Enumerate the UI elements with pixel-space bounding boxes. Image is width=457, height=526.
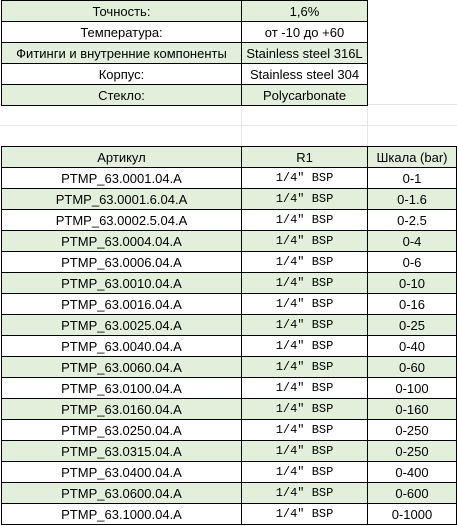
table-row (2, 420, 457, 441)
r1-cell[interactable]: 1/4" BSP (242, 168, 368, 189)
spec-row (2, 1, 368, 22)
table-row (2, 189, 457, 210)
table-row (2, 168, 457, 189)
article-cell[interactable]: PTMP_63.0040.04.A (2, 336, 242, 357)
spec-label-cell[interactable]: Стекло: (2, 85, 242, 106)
article-cell[interactable]: PTMP_63.0010.04.A (2, 273, 242, 294)
scale-cell[interactable]: 0-600 (368, 483, 457, 504)
table-row (2, 441, 457, 462)
scale-cell[interactable]: 0-10 (368, 273, 457, 294)
r1-cell[interactable]: 1/4" BSP (242, 273, 368, 294)
parts-body (2, 168, 457, 525)
spec-label-cell[interactable]: Точность: (2, 1, 242, 22)
scale-cell[interactable]: 0-250 (368, 441, 457, 462)
scale-cell[interactable]: 0-4 (368, 231, 457, 252)
spec-row (2, 85, 368, 106)
r1-cell[interactable]: 1/4" BSP (242, 462, 368, 483)
r1-cell[interactable]: 1/4" BSP (242, 189, 368, 210)
table-row (2, 504, 457, 525)
scale-cell[interactable]: 0-40 (368, 336, 457, 357)
scale-cell[interactable]: 0-6 (368, 252, 457, 273)
column-header-article[interactable]: Артикул (2, 147, 242, 168)
spec-row (2, 22, 368, 43)
article-cell[interactable]: PTMP_63.0250.04.A (2, 420, 242, 441)
r1-cell[interactable]: 1/4" BSP (242, 504, 368, 525)
scale-cell[interactable]: 0-2.5 (368, 210, 457, 231)
r1-cell[interactable]: 1/4" BSP (242, 294, 368, 315)
scale-cell[interactable]: 0-25 (368, 315, 457, 336)
spec-label-cell[interactable]: Фитинги и внутренние компоненты (2, 43, 242, 64)
scale-cell[interactable]: 0-250 (368, 420, 457, 441)
spec-value-cell[interactable]: Stainless steel 316L (242, 43, 368, 64)
spec-value-cell[interactable]: Stainless steel 304 (242, 64, 368, 85)
table-row (2, 462, 457, 483)
spec-table (1, 0, 368, 106)
scale-cell[interactable]: 0-1.6 (368, 189, 457, 210)
scale-cell[interactable]: 0-400 (368, 462, 457, 483)
r1-cell[interactable]: 1/4" BSP (242, 378, 368, 399)
spec-label-cell[interactable]: Температура: (2, 22, 242, 43)
gridline (0, 125, 457, 126)
article-cell[interactable]: PTMP_63.0025.04.A (2, 315, 242, 336)
article-cell[interactable]: PTMP_63.0016.04.A (2, 294, 242, 315)
table-row (2, 357, 457, 378)
table-row (2, 273, 457, 294)
scale-cell[interactable]: 0-160 (368, 399, 457, 420)
parts-header-row (2, 147, 457, 168)
scale-cell[interactable]: 0-60 (368, 357, 457, 378)
r1-cell[interactable]: 1/4" BSP (242, 231, 368, 252)
r1-cell[interactable]: 1/4" BSP (242, 336, 368, 357)
r1-cell[interactable]: 1/4" BSP (242, 315, 368, 336)
table-row (2, 210, 457, 231)
spec-value-cell[interactable]: от -10 до +60 (242, 22, 368, 43)
r1-cell[interactable]: 1/4" BSP (242, 399, 368, 420)
article-cell[interactable]: PTMP_63.0160.04.A (2, 399, 242, 420)
article-cell[interactable]: PTMP_63.0006.04.A (2, 252, 242, 273)
r1-cell[interactable]: 1/4" BSP (242, 210, 368, 231)
spec-value-cell[interactable]: 1,6% (242, 1, 368, 22)
article-cell[interactable]: PTMP_63.0001.04.A (2, 168, 242, 189)
column-header-scale[interactable]: Шкала (bar) (368, 147, 457, 168)
table-row (2, 231, 457, 252)
article-cell[interactable]: PTMP_63.0060.04.A (2, 357, 242, 378)
r1-cell[interactable]: 1/4" BSP (242, 483, 368, 504)
table-row (2, 294, 457, 315)
article-cell[interactable]: PTMP_63.0600.04.A (2, 483, 242, 504)
table-row (2, 483, 457, 504)
article-cell[interactable]: PTMP_63.0315.04.A (2, 441, 242, 462)
scale-cell[interactable]: 0-1000 (368, 504, 457, 525)
article-cell[interactable]: PTMP_63.0002.5.04.A (2, 210, 242, 231)
spec-value-cell[interactable]: Polycarbonate (242, 85, 368, 106)
r1-cell[interactable]: 1/4" BSP (242, 420, 368, 441)
table-row (2, 315, 457, 336)
article-cell[interactable]: PTMP_63.0001.6.04.A (2, 189, 242, 210)
scale-cell[interactable]: 0-16 (368, 294, 457, 315)
scale-cell[interactable]: 0-1 (368, 168, 457, 189)
spec-row (2, 43, 368, 64)
table-row (2, 378, 457, 399)
article-cell[interactable]: PTMP_63.1000.04.A (2, 504, 242, 525)
table-row (2, 399, 457, 420)
article-cell[interactable]: PTMP_63.0100.04.A (2, 378, 242, 399)
table-row (2, 336, 457, 357)
r1-cell[interactable]: 1/4" BSP (242, 252, 368, 273)
r1-cell[interactable]: 1/4" BSP (242, 441, 368, 462)
spec-row (2, 64, 368, 85)
table-row (2, 252, 457, 273)
article-cell[interactable]: PTMP_63.0004.04.A (2, 231, 242, 252)
article-cell[interactable]: PTMP_63.0400.04.A (2, 462, 242, 483)
scale-cell[interactable]: 0-100 (368, 378, 457, 399)
parts-table (1, 146, 457, 525)
r1-cell[interactable]: 1/4" BSP (242, 357, 368, 378)
spec-label-cell[interactable]: Корпус: (2, 64, 242, 85)
column-header-r1[interactable]: R1 (242, 147, 368, 168)
